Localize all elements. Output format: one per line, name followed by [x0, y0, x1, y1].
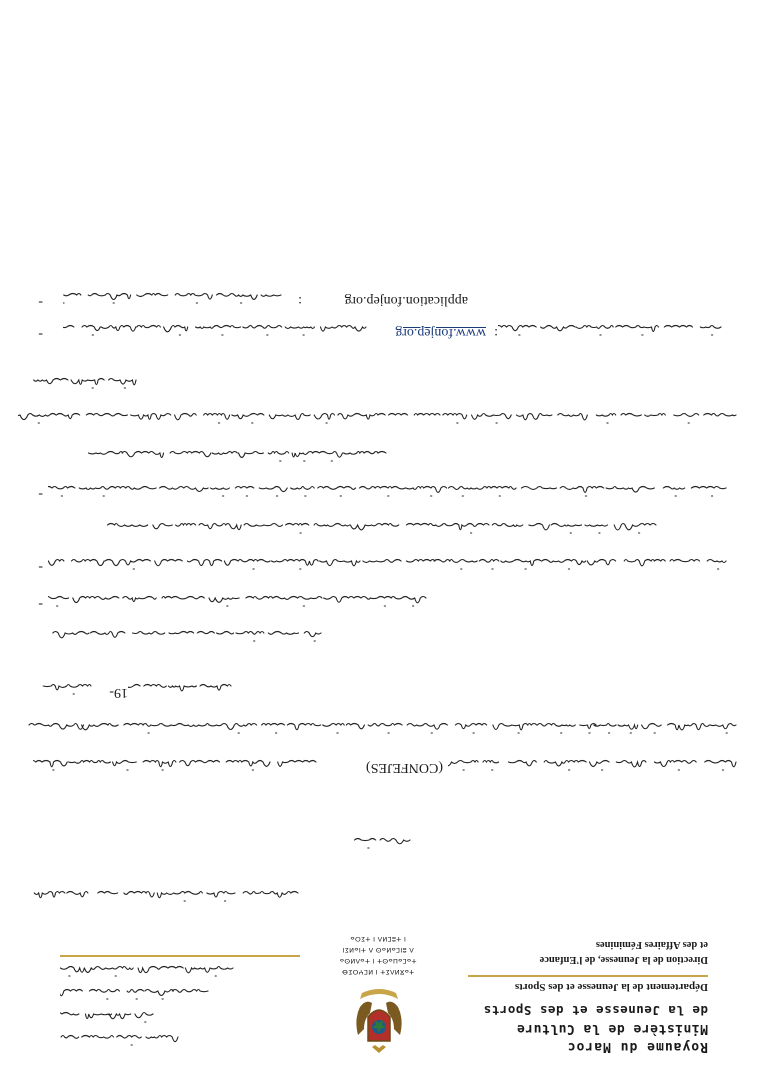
separator-colon: :: [494, 325, 498, 340]
handwritten-script-stroke: [34, 892, 298, 902]
tifinagh-line: ⵜⴰⴳⵍⴷⵉⵜ ⵏ ⵍⵎⵖⵔⵉⴱ: [341, 968, 415, 976]
script-line: [28, 719, 748, 737]
handwritten-script-stroke: [128, 685, 231, 691]
handwritten-script-stroke: [48, 560, 726, 570]
handwritten-script-stroke: [355, 839, 411, 849]
handwritten-script-stroke: [60, 990, 208, 1000]
list-item: [28, 590, 748, 612]
script-line: [60, 1029, 300, 1049]
tifinagh-letterhead: [328, 933, 428, 977]
bullet-dash: -: [38, 295, 43, 310]
script-line: [28, 374, 148, 392]
gold-divider: [468, 975, 708, 977]
fonjep-application-url: application.fonjep.org: [344, 293, 468, 308]
handwritten-script-stroke: [60, 1013, 153, 1023]
bullet-dash: -: [38, 487, 43, 502]
handwritten-script-stroke: [61, 1036, 178, 1046]
script-line: [60, 983, 300, 1003]
script-line: [18, 409, 748, 427]
handwritten-script-stroke: [34, 379, 136, 389]
royal-coat-of-arms-icon: [350, 987, 408, 1057]
tifinagh-line: ⵏ ⵜⵓⵎⵍⴷ ⵏ ⵜⵉⵔⴰ: [350, 935, 406, 943]
script-line: [48, 482, 738, 500]
script-line: [63, 289, 288, 307]
script-line: [63, 321, 373, 339]
french-letterhead: [448, 937, 708, 1055]
ministry-line2: de la Jeunesse et des Sports: [483, 1003, 708, 1018]
handwritten-script-stroke: [28, 724, 736, 734]
handwritten-script-stroke: [448, 761, 736, 771]
script-line: [48, 592, 448, 610]
tifinagh-line: ⴷ ⵓⵏⵎⴰⵍⴰⵙ ⴷ ⵜⵏⴰⵍⵉⵏ: [342, 946, 414, 954]
script-line: [352, 826, 432, 852]
kingdom-name: Royaume du Maroc: [566, 1039, 708, 1054]
direction-line1: Direction de la Jeunesse, de l'Enfance: [539, 954, 708, 965]
separator-colon: :: [298, 293, 302, 308]
script-line: [60, 1006, 300, 1026]
script-line: [88, 447, 398, 465]
gold-divider: [60, 955, 300, 957]
bullet-dash: -: [38, 597, 43, 612]
script-line: [498, 321, 728, 339]
list-item: [28, 553, 748, 575]
handwritten-script-stroke: [60, 967, 233, 977]
script-line: [128, 680, 238, 698]
script-line: [30, 887, 300, 905]
handwritten-script-stroke: [63, 326, 366, 336]
handwritten-script-stroke: [53, 632, 321, 642]
handwritten-script-stroke: [33, 761, 316, 771]
script-line: [448, 756, 748, 774]
script-line: [60, 960, 300, 980]
handwritten-script-stroke: [48, 487, 726, 497]
paragraph-line-confejes: [28, 753, 748, 777]
website-link-line: [28, 318, 748, 342]
section-heading-line: [38, 625, 328, 647]
department-name: Département de la Jeunesse et des Sports: [514, 981, 708, 993]
covid-number: 19-: [109, 685, 128, 700]
direction-line2: et des Affaires Féminines: [595, 939, 708, 950]
tifinagh-line: ⵜⴰⵎⴰⵡⴰⵙⵜ ⵏ ⵜⴰⴷⵍⵙⴰ: [339, 957, 417, 965]
bullet-dash: -: [38, 560, 43, 575]
script-line: [98, 519, 698, 537]
script-line: [33, 756, 323, 774]
bullet-dash: -: [38, 327, 43, 342]
script-line: [48, 555, 738, 573]
handwritten-script-stroke: [43, 685, 91, 695]
arabic-letterhead: [60, 941, 300, 1049]
script-line: [38, 680, 96, 698]
handwritten-script-stroke: [89, 452, 387, 462]
handwritten-script-stroke: [18, 414, 736, 424]
handwritten-script-stroke: [107, 524, 656, 534]
application-link-line: [28, 286, 748, 310]
covid-reference-line: [38, 678, 238, 700]
handwritten-script-stroke: [48, 597, 426, 607]
list-item: [28, 480, 748, 502]
handwritten-script-stroke: [63, 294, 281, 304]
ministry-line1: Ministère de la Culture: [516, 1021, 708, 1036]
fonjep-website-link[interactable]: www.fonjep.org: [395, 325, 486, 340]
handwritten-script-stroke: [498, 326, 721, 336]
script-line: [48, 627, 328, 645]
confejes-acronym: (CONFEJES): [365, 760, 443, 775]
